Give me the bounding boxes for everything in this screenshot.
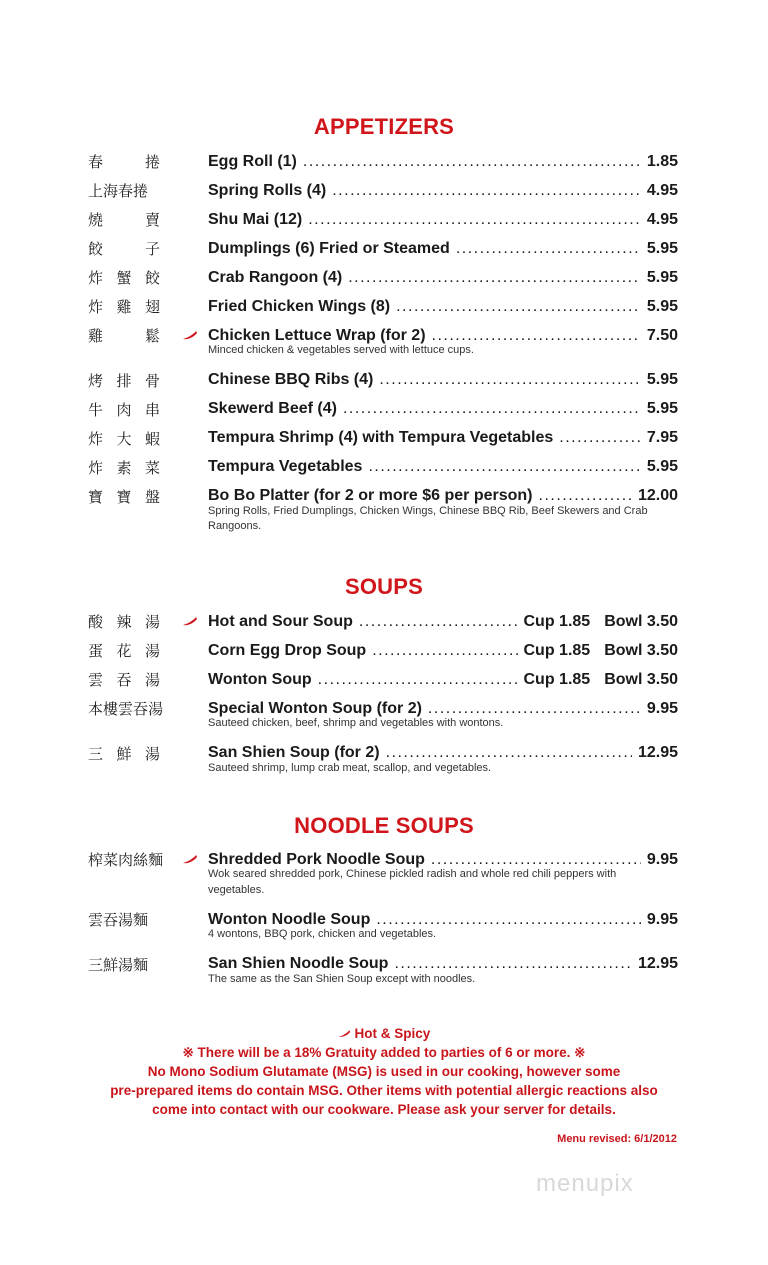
chinese-char: 餃 [88,240,104,258]
chinese-char: 鮮 [103,955,119,974]
chinese-char: 賣 [144,211,160,229]
chinese-name [88,743,160,764]
chinese-name [88,399,160,420]
menu-item [88,424,678,453]
item-line [208,955,678,973]
chinese-char: 鬆 [144,327,160,345]
item-line [208,671,678,689]
item-line [208,744,678,762]
item-price: 5.95 [646,268,678,286]
dot-leader [343,400,641,418]
chinese-char: 湯 [144,744,160,763]
dot-leader [559,429,641,447]
chinese-char: 湯 [144,613,160,631]
chinese-name [88,296,160,317]
chinese-char: 燒 [88,211,104,229]
footer-notes [0,1024,768,1119]
dot-leader [376,911,641,929]
chinese-char: 肉 [118,851,134,869]
msg-note-line-1: No Mono Sodium Glutamate (MSG) is used in our cooking, however some [147,1064,621,1079]
chinese-char: 菜 [144,458,160,477]
item-name: Wonton Soup [208,670,312,688]
chinese-char: 雲 [88,671,104,689]
chinese-char: 烤 [88,371,104,390]
item-price: 12.95 [637,955,678,972]
item-price: 5.95 [646,239,678,257]
menu-item [88,263,678,292]
item-price-bowl: Bowl 3.50 [604,670,678,688]
item-name: Egg Roll (1) [208,152,297,170]
chinese-name [88,640,160,661]
item-description: Wok seared shredded pork, Chinese pickled radish and whole red chili peppers with vegetables. [208,868,617,896]
item-name: Skewerd Beef (4) [208,400,337,417]
chinese-char: 翅 [144,298,160,316]
chinese-char: 辣 [116,613,132,631]
item-price: 5.95 [646,400,678,417]
chinese-char: 吞 [103,911,119,929]
chinese-char: 春 [118,182,134,200]
item-line [208,487,678,505]
chinese-char: 肉 [116,400,132,419]
soups-list [88,607,678,783]
item-price: Cup 1.85 [523,641,591,659]
item-price: 7.50 [646,326,678,344]
chinese-char: 湯 [148,700,164,718]
item-price: 9.95 [646,850,678,868]
item-name: Special Wonton Soup (for 2) [208,699,422,717]
chili-pepper-icon [182,616,198,626]
chinese-char: 串 [144,400,160,419]
dot-leader [386,744,632,762]
menu-item [88,147,678,176]
menu-revised-date: Menu revised: 6/1/2012 [557,1133,677,1145]
item-line [208,400,678,418]
chinese-char: 炸 [88,269,104,287]
chinese-name [88,698,164,719]
item-price-bowl: Bowl 3.50 [604,641,678,659]
chinese-char: 麵 [148,851,164,869]
item-name: San Shien Soup (for 2) [208,744,380,761]
chinese-char: 炸 [88,298,104,316]
chinese-name [88,238,160,259]
item-price: 4.95 [646,181,678,199]
dot-leader [431,851,641,869]
item-price: 4.95 [646,210,678,228]
chinese-char: 排 [116,371,132,390]
chinese-char: 三 [88,955,104,974]
menu-item [88,950,678,979]
menu-item [88,636,678,665]
item-line [208,153,678,171]
item-price-bowl: Bowl 3.50 [604,612,678,630]
chinese-name [88,151,160,172]
chinese-name [88,849,164,870]
dot-leader [396,298,641,316]
chinese-char: 湯 [144,642,160,660]
item-price: 5.95 [646,458,678,475]
noodle-soups-list [88,845,678,994]
item-line [208,298,678,316]
menu-item [88,176,678,205]
menu-item [88,395,678,424]
chinese-char: 寶 [116,487,132,506]
item-price: Cup 1.85 [523,670,591,688]
dot-leader [379,371,641,389]
chinese-char: 鮮 [116,744,132,763]
dot-leader [428,700,641,718]
menu-item [88,607,678,636]
dot-leader [456,240,641,258]
item-name: Spring Rolls (4) [208,181,327,199]
item-name: Shredded Pork Noodle Soup [208,850,425,868]
item-line [208,700,678,718]
item-description: Minced chicken & vegetables served with lettuce cups. [208,344,474,356]
chinese-char: 蝦 [144,429,160,448]
chinese-name [88,428,160,449]
chinese-char: 海 [103,182,119,200]
dot-leader [332,182,641,200]
item-name: Bo Bo Platter (for 2 or more $6 per person) [208,487,533,504]
dot-leader [318,671,518,689]
item-line [208,642,678,660]
msg-note-line-3: come into contact with our cookware. Please ask your server for details. [152,1102,616,1117]
chili-pepper-icon [182,330,198,340]
chinese-name [88,954,160,975]
chinese-char: 素 [116,458,132,477]
chinese-char: 雞 [88,327,104,345]
menu-item [88,905,678,934]
chinese-name [88,370,160,391]
item-description: 4 wontons, BBQ pork, chicken and vegetables. [208,928,437,940]
item-name: Tempura Vegetables [208,458,363,475]
chinese-char: 蟹 [116,269,132,287]
chinese-char: 絲 [133,851,149,869]
chinese-name [88,669,160,690]
chinese-name [88,180,160,201]
dot-leader [303,153,641,171]
chinese-name [88,209,160,230]
item-name: San Shien Noodle Soup [208,955,389,972]
chinese-char: 春 [88,153,104,171]
dot-leader [432,327,641,345]
chinese-char: 吞 [133,700,149,718]
item-name: Crab Rangoon (4) [208,268,343,286]
item-name: Shu Mai (12) [208,210,303,228]
chinese-char: 湯 [118,955,134,974]
chinese-char: 麵 [133,955,149,974]
item-description: Spring Rolls, Fried Dumplings, Chicken Wings, Chinese BBQ Rib, Beef Skewers and Crab Rangoons. [208,504,648,532]
menu-item [88,205,678,234]
item-line [208,371,678,389]
appetizers-list [88,147,678,542]
menu-item [88,845,678,874]
chinese-char: 大 [116,429,132,448]
chinese-char: 炸 [88,429,104,448]
item-line [208,458,678,476]
chinese-char: 骨 [144,371,160,390]
item-price: 9.95 [646,699,678,717]
chinese-char: 麵 [133,911,149,929]
item-line [208,851,678,869]
item-name: Wonton Noodle Soup [208,910,371,928]
item-price: 1.85 [646,152,678,170]
item-line [208,240,678,258]
chinese-char: 雲 [118,700,134,718]
item-name: Chicken Lettuce Wrap (for 2) [208,326,426,344]
chinese-char: 三 [88,744,104,763]
chinese-name [88,909,160,930]
item-price: Cup 1.85 [523,612,591,630]
item-price: 7.95 [646,429,678,446]
chinese-char: 雲 [88,911,104,929]
chinese-name [88,611,160,632]
item-name: Dumplings (6) Fried or Steamed [208,239,450,257]
chinese-char: 湯 [144,671,160,689]
chinese-char: 捲 [144,153,160,171]
dot-leader [359,613,518,631]
chinese-char: 寶 [88,487,104,506]
chinese-name [88,325,160,346]
item-price: 12.00 [637,487,678,504]
item-name: Hot and Sour Soup [208,612,353,630]
chinese-char: 盤 [144,487,160,506]
menu-item [88,694,678,723]
item-line [208,269,678,287]
menu-item [88,482,678,511]
chinese-char: 吞 [116,671,132,689]
menu-item [88,292,678,321]
chinese-name [88,486,160,507]
chinese-char: 上 [88,182,104,200]
dot-leader [348,269,641,287]
legend-text: Hot & Spicy [354,1026,431,1041]
gratuity-note: ※ There will be a 18% Gratuity added to parties of 6 or more. ※ [182,1045,586,1060]
chinese-name [88,457,160,478]
chili-pepper-icon [338,1029,351,1038]
item-line [208,182,678,200]
item-line [208,613,678,631]
watermark-logo: menupix [536,1170,634,1197]
chinese-char: 酸 [88,613,104,631]
chinese-char: 本 [88,700,104,718]
chinese-char: 炸 [88,458,104,477]
dot-leader [308,211,641,229]
dot-leader [372,642,517,660]
item-description: The same as the San Shien Soup except with noodles. [208,972,476,985]
chinese-char: 餃 [144,269,160,287]
section-title-appetizers: APPETIZERS [313,114,455,139]
section-title-soups: SOUPS [344,574,424,599]
item-name: Chinese BBQ Ribs (4) [208,371,374,388]
item-name: Tempura Shrimp (4) with Tempura Vegetables [208,429,554,446]
item-line [208,327,678,345]
dot-leader [539,487,632,505]
chili-pepper-icon [182,854,198,864]
menu-item [88,321,678,350]
dot-leader [394,955,632,973]
chinese-char: 捲 [133,182,149,200]
menu-item [88,739,678,768]
dot-leader [368,458,640,476]
item-description: Sauteed chicken, beef, shrimp and vegetables with wontons. [208,717,504,729]
item-price: 9.95 [646,910,678,928]
item-line [208,211,678,229]
chinese-char: 湯 [118,911,134,929]
menu-item [88,665,678,694]
legend-line [0,1024,768,1043]
item-line [208,911,678,929]
chinese-char: 子 [144,240,160,258]
chinese-char: 蛋 [88,642,104,660]
section-title-noodle-soups: NOODLE SOUPS [294,813,474,838]
chinese-char: 牛 [88,400,104,419]
menu-item [88,366,678,395]
chinese-char: 榨 [88,851,104,869]
chinese-char: 花 [116,642,132,660]
chinese-char: 雞 [116,298,132,316]
chinese-name [88,267,160,288]
chinese-char: 樓 [103,700,119,718]
item-price: 12.95 [637,744,678,761]
item-description: Sauteed shrimp, lump crab meat, scallop, and vegetables. [208,761,492,774]
item-line [208,429,678,447]
item-name: Fried Chicken Wings (8) [208,297,391,315]
chinese-char: 菜 [103,851,119,869]
menu-item [88,453,678,482]
msg-note-line-2: pre-prepared items do contain MSG. Other items with potential allergic reactions also [110,1083,658,1098]
item-name: Corn Egg Drop Soup [208,641,367,659]
item-price: 5.95 [646,297,678,315]
item-price: 5.95 [646,371,678,388]
menu-item [88,234,678,263]
